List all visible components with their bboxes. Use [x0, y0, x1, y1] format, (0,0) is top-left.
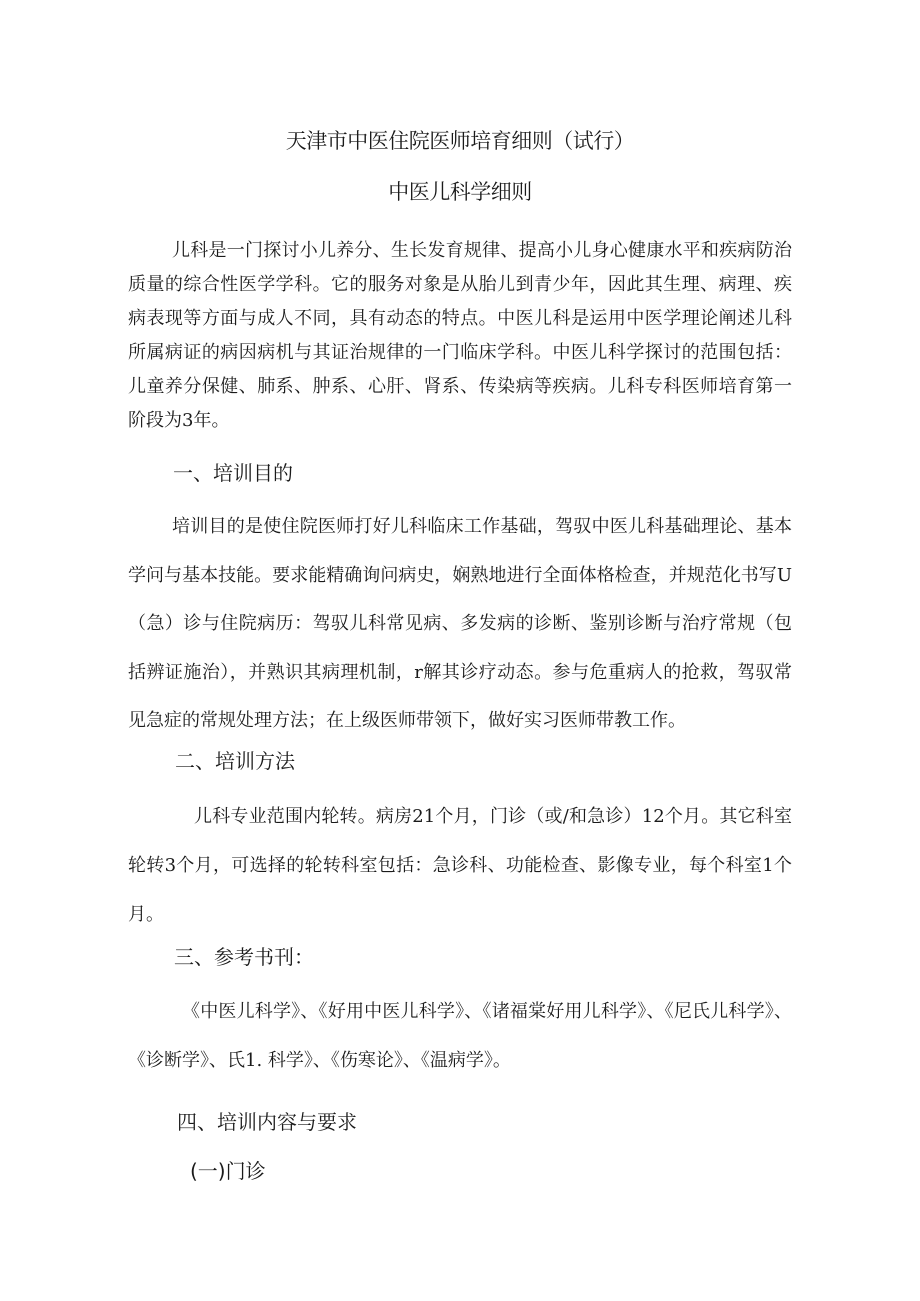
- section-text-method: 儿科专业范围内轮转。病房21个月，门诊（或/和急诊）12个月。其它科室轮转3个月，可选择的轮转科室包括：急诊科、功能检查、影像专业，每个科室1个月。: [128, 806, 792, 925]
- section-heading-goals: 一、培训目的: [173, 461, 293, 485]
- document-subtitle: 中医儿科学细则: [388, 180, 532, 204]
- section-text-goals: 培训目的是使住院医师打好儿科临床工作基础，驾驭中医儿科基础理论、基本学问与基本技能。要求能精确询问病史，娴熟地进行全面体格检查，并规范化书写U（急）诊与住院病历：驾驭儿科常见病、多发病的诊断、鉴别诊断与治疗常规（包括辨证施治），并熟识其病理机制，r解其诊疗动态。参与危重病人的抢救，驾驭常见急症的常规处理方法；在上级医师带领下，做好实习医师带教工作。: [128, 516, 792, 731]
- intro-paragraph: 儿科是一门探讨小儿养分、生长发育规律、提高小儿身心健康水平和疾病防治质量的综合性医学学科。它的服务对象是从胎儿到青少年，因此其生理、病理、疾病表现等方面与成人不同，具有动态的特点。中医儿科是运用中医学理论阐述儿科所属病证的病因病机与其证治规律的一门临床学科。中医儿科学探讨的范围包括：儿童养分保健、肺系、肿系、心肝、肾系、传染病等疾病。儿科专科医师培育第一阶段为3年。: [128, 240, 792, 431]
- subsection-heading-outpatient: (一)门诊: [190, 1159, 266, 1183]
- section-text-references: 《中医儿科学》、《好用中医儿科学》、《诸福棠好用儿科学》、《尼氏儿科学》、《诊断学》、氏1. 科学》、《伤寒论》、《温病学》。: [128, 1001, 792, 1071]
- document-title: 天津市中医住院医师培育细则（试行）: [285, 129, 635, 153]
- section-heading-references: 三、参考书刊：: [174, 945, 314, 969]
- section-heading-method: 二、培训方法: [175, 749, 295, 773]
- section-heading-content: 四、培训内容与要求: [177, 1110, 357, 1134]
